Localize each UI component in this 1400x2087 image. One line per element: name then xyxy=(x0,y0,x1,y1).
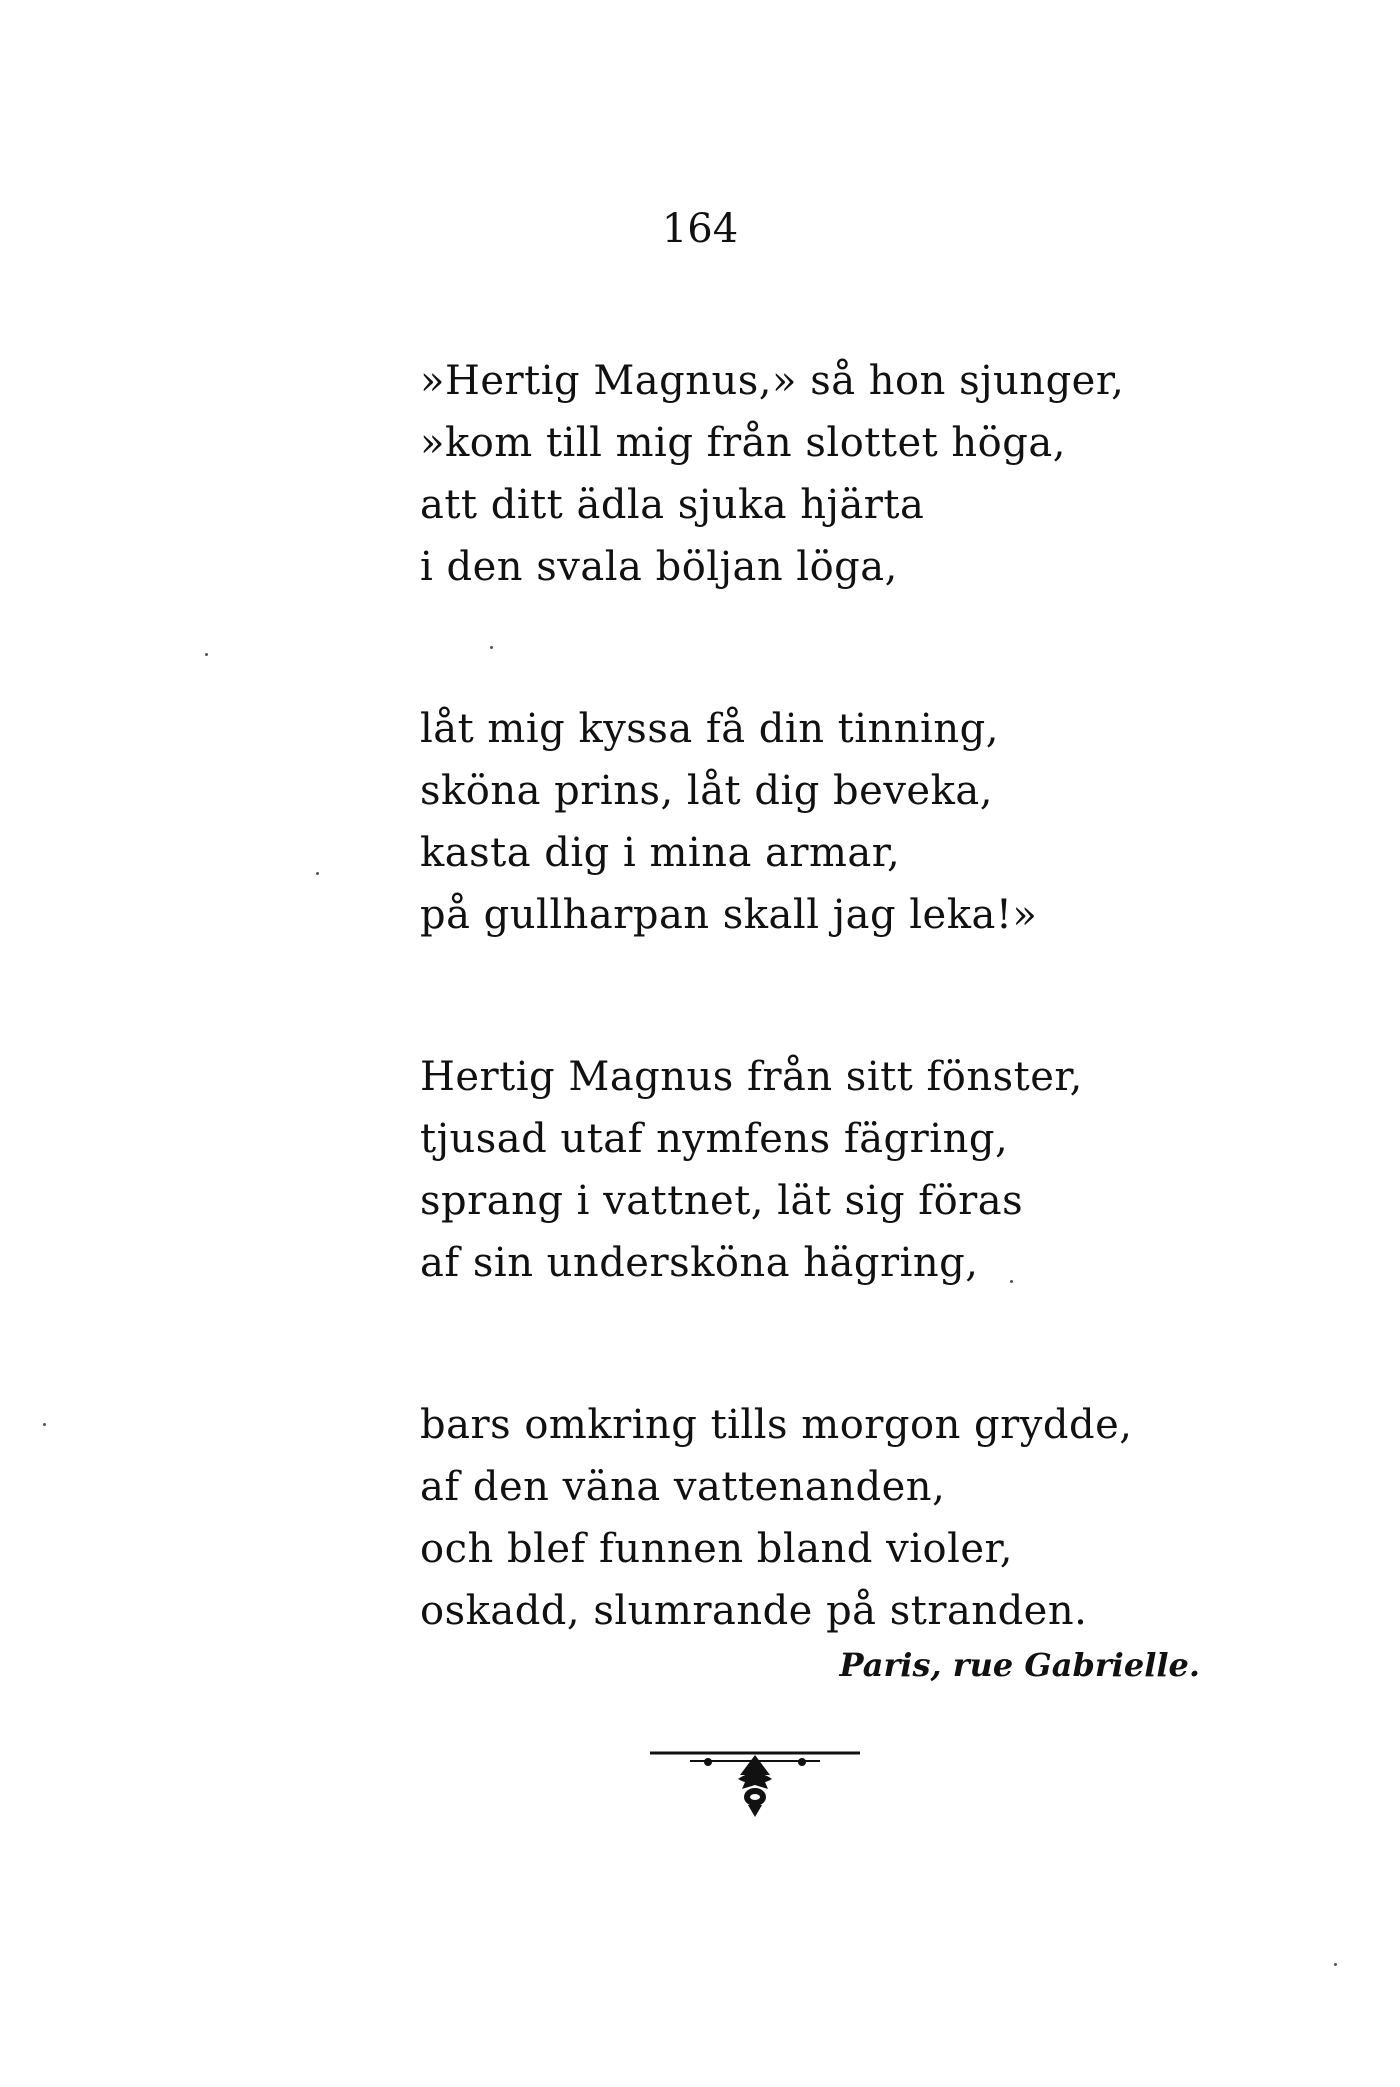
poem-line: Hertig Magnus från sitt fönster, xyxy=(420,1054,1083,1100)
poem-line: af den väna vattenanden, xyxy=(420,1464,946,1510)
poem-line: »kom till mig från slottet höga, xyxy=(420,420,1066,466)
stanza xyxy=(420,698,1240,946)
poem-line: af sin underskönа hägring, xyxy=(420,1240,979,1286)
poem-line: i den svala böljan löga, xyxy=(420,544,898,590)
poem-line: »Hertig Magnus,» så hon sjunger, xyxy=(420,358,1125,404)
poem-line: låt mig kyssa få din tinning, xyxy=(420,706,999,752)
poem-line: tjusad utaf nymfens fägring, xyxy=(420,1116,1009,1162)
poem-line: på gullharpan skall jag leka!» xyxy=(420,892,1038,938)
poem xyxy=(420,350,1240,1642)
stanza xyxy=(420,1394,1240,1642)
page-number: 164 xyxy=(661,206,739,252)
poem-line: bars omkring tills morgon grydde, xyxy=(420,1402,1133,1448)
paper-speck xyxy=(316,872,319,875)
poem-line: sköna prins, låt dig beveka, xyxy=(420,768,993,814)
place-signature: Paris, rue Gabrielle. xyxy=(839,1646,1200,1684)
poem-line: kasta dig i mina armar, xyxy=(420,830,901,876)
poem-line: oskadd, slumrande på stranden. xyxy=(420,1588,1088,1634)
stanza xyxy=(420,350,1240,598)
poem-line: att ditt ädla sjuka hjärta xyxy=(420,482,925,528)
paper-speck xyxy=(490,646,493,649)
paper-speck xyxy=(1334,1963,1337,1966)
poem-line: och blef funnen bland violer, xyxy=(420,1526,1013,1572)
stanza xyxy=(420,1046,1240,1294)
poem-line: sprang i vattnet, lät sig föras xyxy=(420,1178,1024,1224)
fleuron-ornament-icon xyxy=(650,1745,860,1825)
paper-speck xyxy=(43,1423,46,1426)
paper-speck xyxy=(1010,1280,1013,1283)
paper-speck xyxy=(205,653,208,656)
